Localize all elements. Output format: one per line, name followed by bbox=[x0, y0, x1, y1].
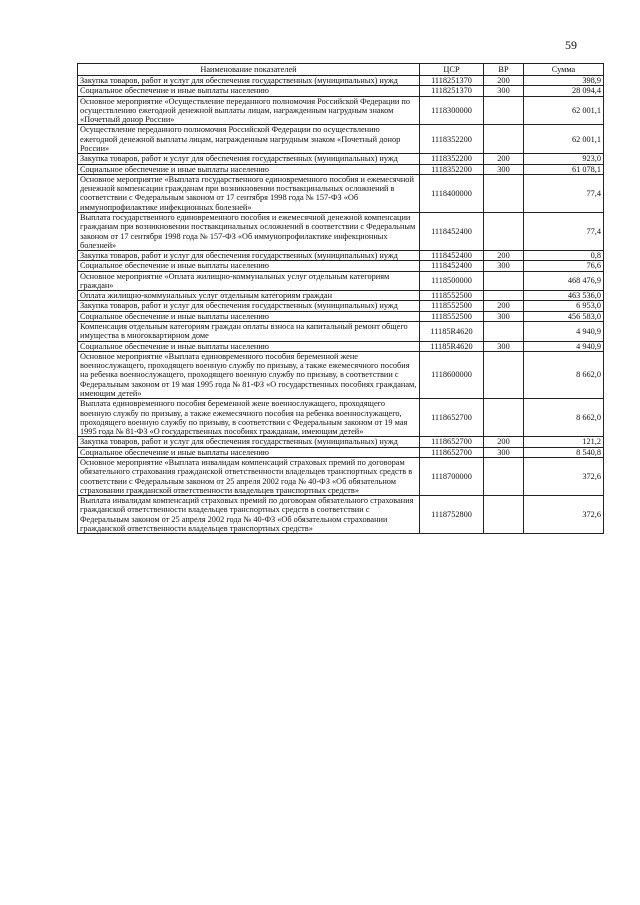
row-sum-cell: 398,9 bbox=[524, 76, 604, 86]
row-name-cell: Социальное обеспечение и иные выплаты населению bbox=[78, 164, 420, 174]
row-vr-cell: 300 bbox=[484, 311, 524, 321]
row-csr-cell: 1118652700 bbox=[420, 447, 484, 457]
row-vr-cell bbox=[484, 212, 524, 250]
row-name-cell: Основное мероприятие «Выплата единовременного пособия беременной жене военнослужащего, проходящего военную службу по призыву, а также ежемесячного пособия на ребенка военнослужащего, проходящего военную службу по призыву, в соответствии с Федеральным законом от 19 мая 1995 года № 81-ФЗ «О государственных пособиях гражданам, имеющим детей» bbox=[78, 351, 420, 398]
table-row bbox=[78, 399, 604, 437]
row-sum-cell: 463 536,0 bbox=[524, 291, 604, 301]
table-row bbox=[78, 76, 604, 86]
row-csr-cell: 1118452400 bbox=[420, 261, 484, 271]
row-name-cell: Социальное обеспечение и иные выплаты населению bbox=[78, 311, 420, 321]
row-sum-cell: 77,4 bbox=[524, 174, 604, 212]
table-row bbox=[78, 311, 604, 321]
row-sum-cell: 28 094,4 bbox=[524, 86, 604, 96]
row-vr-cell: 300 bbox=[484, 86, 524, 96]
row-vr-cell bbox=[484, 496, 524, 534]
row-name-cell: Основное мероприятие «Осуществление переданного полномочия Российской Федерации по осуществлению ежегодной денежной выплаты лицам, награжденным нагрудным знаком «Почетный донор России» bbox=[78, 96, 420, 125]
row-sum-cell: 0,8 bbox=[524, 251, 604, 261]
table-row bbox=[78, 496, 604, 534]
row-csr-cell: 1118552500 bbox=[420, 291, 484, 301]
table-row bbox=[78, 271, 604, 291]
table-row bbox=[78, 96, 604, 125]
row-name-cell: Выплата государственного единовременного пособия и ежемесячной денежной компенсации гражданам при возникновении поствакцинальных осложнений в соответствии с Федеральным законом от 17 сентября 1998 года № 157-ФЗ «Об иммунопрофилактике инфекционных болезней» bbox=[78, 212, 420, 250]
row-csr-cell: 1118251370 bbox=[420, 86, 484, 96]
table-row bbox=[78, 251, 604, 261]
budget-table bbox=[77, 63, 604, 534]
row-sum-cell: 923,0 bbox=[524, 154, 604, 164]
header-vr: ВР bbox=[484, 64, 524, 76]
row-name-cell: Социальное обеспечение и иные выплаты населению bbox=[78, 447, 420, 457]
row-name-cell: Оплата жилищно-коммунальных услуг отдельным категориям граждан bbox=[78, 291, 420, 301]
row-name-cell: Закупка товаров, работ и услуг для обеспечения государственных (муниципальных) нужд bbox=[78, 154, 420, 164]
row-csr-cell: 1118352200 bbox=[420, 164, 484, 174]
row-csr-cell: 1118652700 bbox=[420, 399, 484, 437]
row-csr-cell: 11185R4620 bbox=[420, 341, 484, 351]
row-csr-cell: 1118652700 bbox=[420, 437, 484, 447]
table-row bbox=[78, 322, 604, 342]
row-sum-cell: 62 001,1 bbox=[524, 125, 604, 154]
row-name-cell: Закупка товаров, работ и услуг для обеспечения государственных (муниципальных) нужд bbox=[78, 76, 420, 86]
row-name-cell: Закупка товаров, работ и услуг для обеспечения государственных (муниципальных) нужд bbox=[78, 251, 420, 261]
header-name: Наименование показателей bbox=[78, 64, 420, 76]
row-vr-cell: 300 bbox=[484, 447, 524, 457]
row-vr-cell bbox=[484, 322, 524, 342]
row-csr-cell: 1118251370 bbox=[420, 76, 484, 86]
row-name-cell: Социальное обеспечение и иные выплаты населению bbox=[78, 341, 420, 351]
table-row bbox=[78, 351, 604, 398]
table-row bbox=[78, 261, 604, 271]
header-sum: Сумма bbox=[524, 64, 604, 76]
row-name-cell: Компенсация отдельным категориям граждан оплаты взноса на капитальный ремонт общего имущества в многоквартирном доме bbox=[78, 322, 420, 342]
row-sum-cell: 77,4 bbox=[524, 212, 604, 250]
row-csr-cell: 1118600000 bbox=[420, 351, 484, 398]
header-row bbox=[78, 64, 604, 76]
row-vr-cell bbox=[484, 399, 524, 437]
table-row bbox=[78, 291, 604, 301]
row-vr-cell bbox=[484, 125, 524, 154]
row-vr-cell: 300 bbox=[484, 341, 524, 351]
table-row bbox=[78, 457, 604, 495]
row-sum-cell: 121,2 bbox=[524, 437, 604, 447]
table-row bbox=[78, 154, 604, 164]
header-csr: ЦСР bbox=[420, 64, 484, 76]
row-vr-cell: 200 bbox=[484, 301, 524, 311]
row-vr-cell: 300 bbox=[484, 164, 524, 174]
row-vr-cell bbox=[484, 174, 524, 212]
table-row bbox=[78, 164, 604, 174]
row-name-cell: Выплата инвалидам компенсаций страховых премий по договорам обязательного страхования гражданской ответственности владельцев транспортных средств в соответствии с Федеральным законом от 25 апреля 2002 года № 40-ФЗ «Об обязательном страховании гражданской ответственности владельцев транспортных средств» bbox=[78, 496, 420, 534]
row-sum-cell: 372,6 bbox=[524, 457, 604, 495]
table-header bbox=[78, 64, 604, 76]
row-sum-cell: 8 662,0 bbox=[524, 399, 604, 437]
row-vr-cell bbox=[484, 291, 524, 301]
row-csr-cell: 1118300000 bbox=[420, 96, 484, 125]
row-csr-cell: 1118552500 bbox=[420, 301, 484, 311]
row-csr-cell: 1118400000 bbox=[420, 174, 484, 212]
row-vr-cell: 200 bbox=[484, 76, 524, 86]
row-sum-cell: 76,6 bbox=[524, 261, 604, 271]
row-vr-cell: 200 bbox=[484, 437, 524, 447]
table-row bbox=[78, 437, 604, 447]
row-sum-cell: 6 953,0 bbox=[524, 301, 604, 311]
table-row bbox=[78, 341, 604, 351]
row-csr-cell: 1118352200 bbox=[420, 125, 484, 154]
row-name-cell: Основное мероприятие «Оплата жилищно-коммунальных услуг отдельным категориям граждан» bbox=[78, 271, 420, 291]
row-sum-cell: 456 583,0 bbox=[524, 311, 604, 321]
row-sum-cell: 468 476,9 bbox=[524, 271, 604, 291]
row-sum-cell: 8 540,8 bbox=[524, 447, 604, 457]
row-vr-cell: 200 bbox=[484, 251, 524, 261]
row-vr-cell bbox=[484, 457, 524, 495]
row-vr-cell bbox=[484, 351, 524, 398]
row-name-cell: Основное мероприятие «Выплата государственного единовременного пособия и ежемесячной денежной компенсации гражданам при возникновении поствакцинальных осложнений в соответствии с Федеральным законом от 17 сентября 1998 года № 157-ФЗ «Об иммунопрофилактике инфекционных болезней» bbox=[78, 174, 420, 212]
row-name-cell: Выплата единовременного пособия беременной жене военнослужащего, проходящего военную службу по призыву, а также ежемесячного пособия на ребенка военнослужащего, проходящего военную службу по призыву, в соответствии с Федеральным законом от 19 мая 1995 года № 81-ФЗ «О государственных пособиях гражданам, имеющим детей» bbox=[78, 399, 420, 437]
row-name-cell: Социальное обеспечение и иные выплаты населению bbox=[78, 86, 420, 96]
row-name-cell: Закупка товаров, работ и услуг для обеспечения государственных (муниципальных) нужд bbox=[78, 301, 420, 311]
row-sum-cell: 4 940,9 bbox=[524, 322, 604, 342]
row-vr-cell: 300 bbox=[484, 261, 524, 271]
row-sum-cell: 61 078,1 bbox=[524, 164, 604, 174]
row-name-cell: Социальное обеспечение и иные выплаты населению bbox=[78, 261, 420, 271]
table-row bbox=[78, 212, 604, 250]
row-csr-cell: 1118752800 bbox=[420, 496, 484, 534]
row-sum-cell: 8 662,0 bbox=[524, 351, 604, 398]
row-sum-cell: 372,6 bbox=[524, 496, 604, 534]
table-body bbox=[78, 76, 604, 534]
row-name-cell: Основное мероприятие «Выплата инвалидам компенсаций страховых премий по договорам обязательного страхования гражданской ответственности владельцев транспортных средств в соответствии с Федеральным законом от 25 апреля 2002 года № 40-ФЗ «Об обязательном страховании гражданской ответственности владельцев транспортных средств» bbox=[78, 457, 420, 495]
row-name-cell: Закупка товаров, работ и услуг для обеспечения государственных (муниципальных) нужд bbox=[78, 437, 420, 447]
row-csr-cell: 1118452400 bbox=[420, 251, 484, 261]
row-name-cell: Осуществление переданного полномочия Российской Федерации по осуществлению ежегодной денежной выплаты лицам, награжденным нагрудным знаком «Почетный донор России» bbox=[78, 125, 420, 154]
row-vr-cell bbox=[484, 271, 524, 291]
row-csr-cell: 1118500000 bbox=[420, 271, 484, 291]
row-csr-cell: 1118700000 bbox=[420, 457, 484, 495]
row-csr-cell: 1118552500 bbox=[420, 311, 484, 321]
table-row bbox=[78, 447, 604, 457]
row-csr-cell: 1118352200 bbox=[420, 154, 484, 164]
row-vr-cell: 200 bbox=[484, 154, 524, 164]
table-row bbox=[78, 301, 604, 311]
table-row bbox=[78, 125, 604, 154]
table-row bbox=[78, 174, 604, 212]
table-row bbox=[78, 86, 604, 96]
row-csr-cell: 11185R4620 bbox=[420, 322, 484, 342]
row-csr-cell: 1118452400 bbox=[420, 212, 484, 250]
row-sum-cell: 4 940,9 bbox=[524, 341, 604, 351]
row-sum-cell: 62 001,1 bbox=[524, 96, 604, 125]
page-number: 59 bbox=[565, 38, 577, 52]
row-vr-cell bbox=[484, 96, 524, 125]
